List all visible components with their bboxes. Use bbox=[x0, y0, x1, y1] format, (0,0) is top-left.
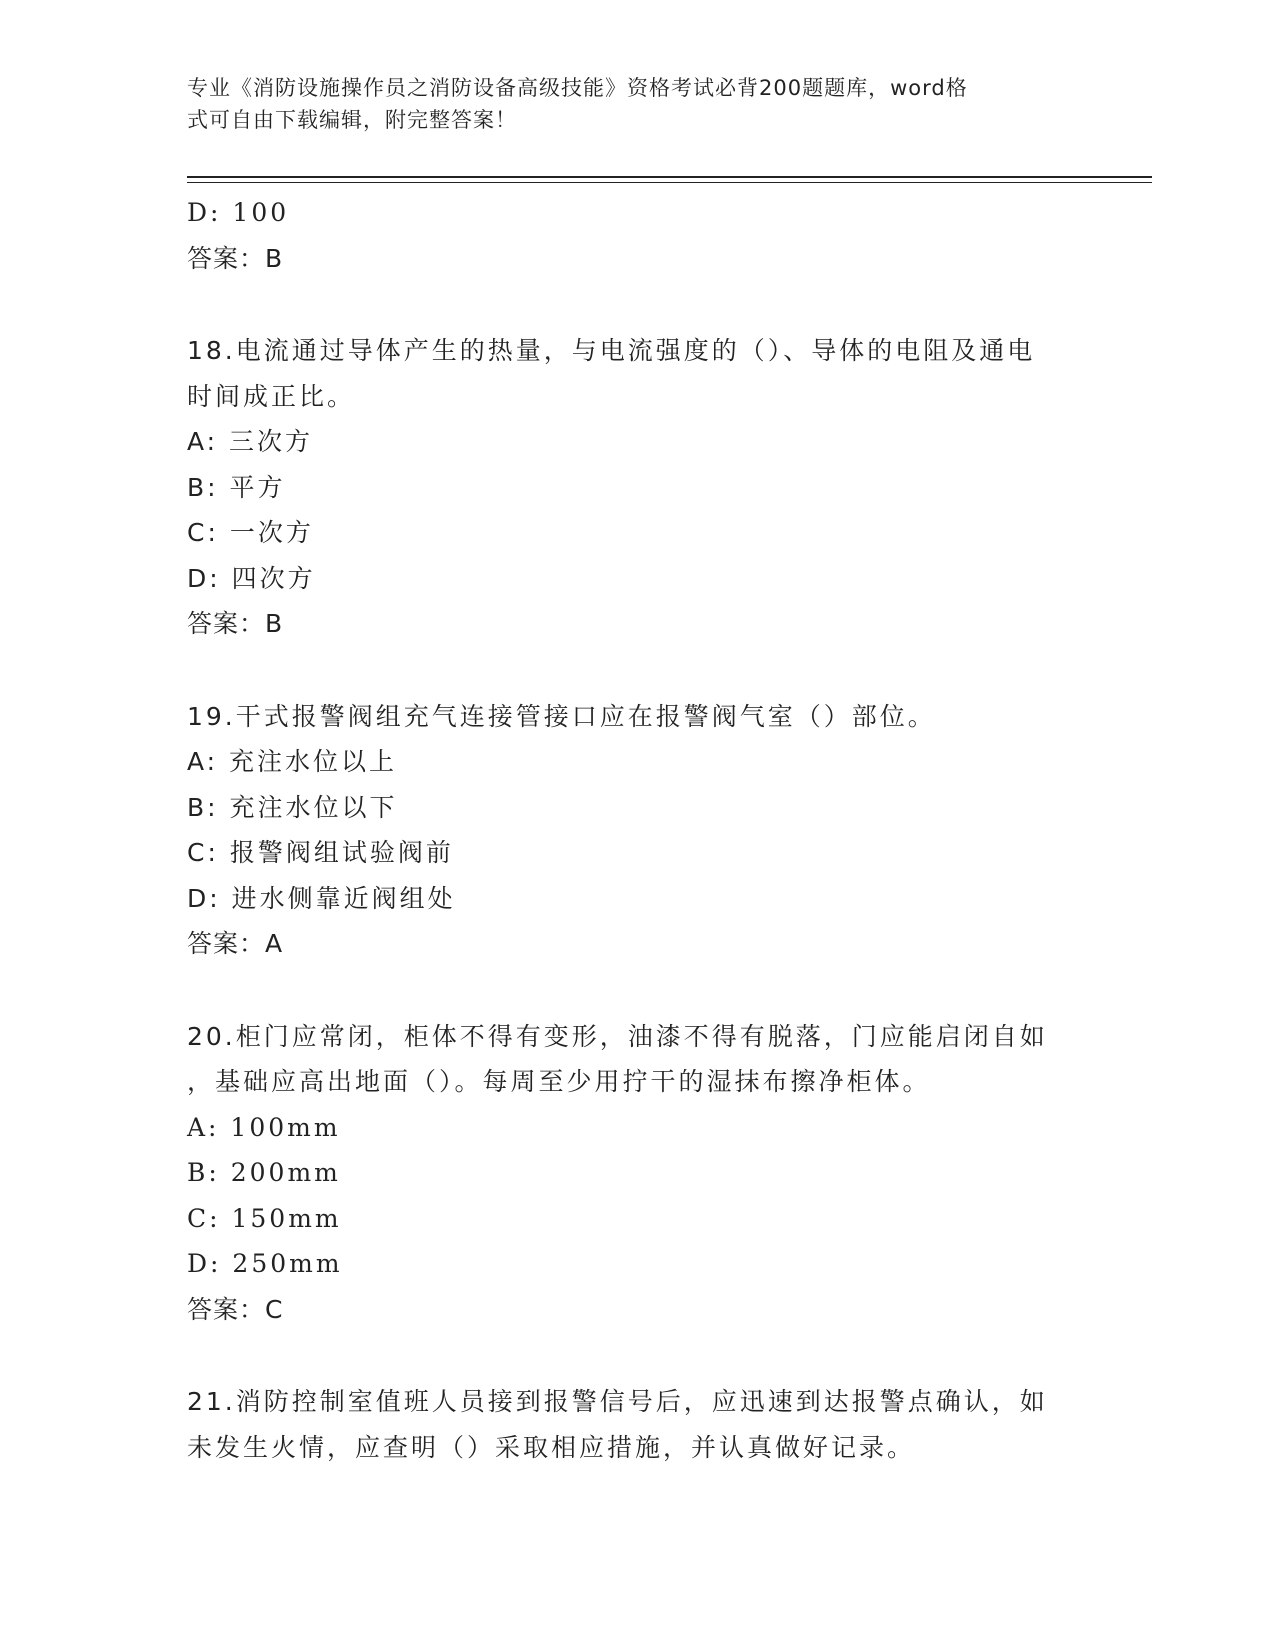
option-b: B: 200mm bbox=[187, 1158, 341, 1187]
option-a: A: 充注水位以上 bbox=[187, 747, 398, 776]
answer: 答案：A bbox=[187, 929, 284, 958]
option-d: D: 进水侧靠近阀组处 bbox=[187, 883, 456, 913]
question-text: 时间成正比。 bbox=[187, 381, 356, 411]
question-text: 20.柜门应常闭，柜体不得有变形，油漆不得有脱落，门应能启闭自如 bbox=[187, 1021, 1048, 1051]
option-c: C: 150mm bbox=[187, 1203, 342, 1233]
header-line-1: 专业《消防设施操作员之消防设备高级技能》资格考试必背200题题库，word格 bbox=[187, 76, 968, 100]
option-d: D: 250mm bbox=[187, 1249, 343, 1278]
question-list bbox=[187, 190, 1087, 1470]
option-b: B: 平方 bbox=[187, 472, 286, 502]
option-c: C: 一次方 bbox=[187, 518, 314, 547]
question-text: ，基础应高出地面（）。每周至少用拧干的湿抹布擦净柜体。 bbox=[187, 1067, 931, 1096]
question-19 bbox=[187, 694, 1087, 967]
question-text: 18.电流通过导体产生的热量，与电流强度的（）、导体的电阻及通电 bbox=[187, 336, 1036, 365]
answer: 答案：B bbox=[187, 609, 284, 638]
option-b: B: 充注水位以下 bbox=[187, 792, 398, 822]
document-header bbox=[187, 72, 1067, 136]
question-text: 19.干式报警阀组充气连接管接口应在报警阀气室（）部位。 bbox=[187, 701, 936, 731]
question-18 bbox=[187, 328, 1087, 647]
header-divider-thin bbox=[187, 182, 1152, 183]
question-text: 未发生火情，应查明（）采取相应措施，并认真做好记录。 bbox=[187, 1432, 916, 1462]
question-20 bbox=[187, 1014, 1087, 1333]
question-21 bbox=[187, 1379, 1087, 1470]
option-a: A: 100mm bbox=[187, 1112, 341, 1142]
question-text: 21.消防控制室值班人员接到报警信号后，应迅速到达报警点确认，如 bbox=[187, 1387, 1048, 1416]
option-c: C: 报警阀组试验阀前 bbox=[187, 838, 454, 867]
option-a: A: 三次方 bbox=[187, 427, 314, 456]
answer: 答案：C bbox=[187, 1294, 284, 1324]
header-divider-thick bbox=[187, 176, 1152, 178]
header-line-2: 式可自由下载编辑，附完整答案！ bbox=[187, 108, 517, 132]
question-17-tail bbox=[187, 190, 1087, 281]
answer: 答案：B bbox=[187, 243, 284, 273]
option-d: D: 100 bbox=[187, 198, 290, 227]
option-d: D: 四次方 bbox=[187, 563, 316, 593]
